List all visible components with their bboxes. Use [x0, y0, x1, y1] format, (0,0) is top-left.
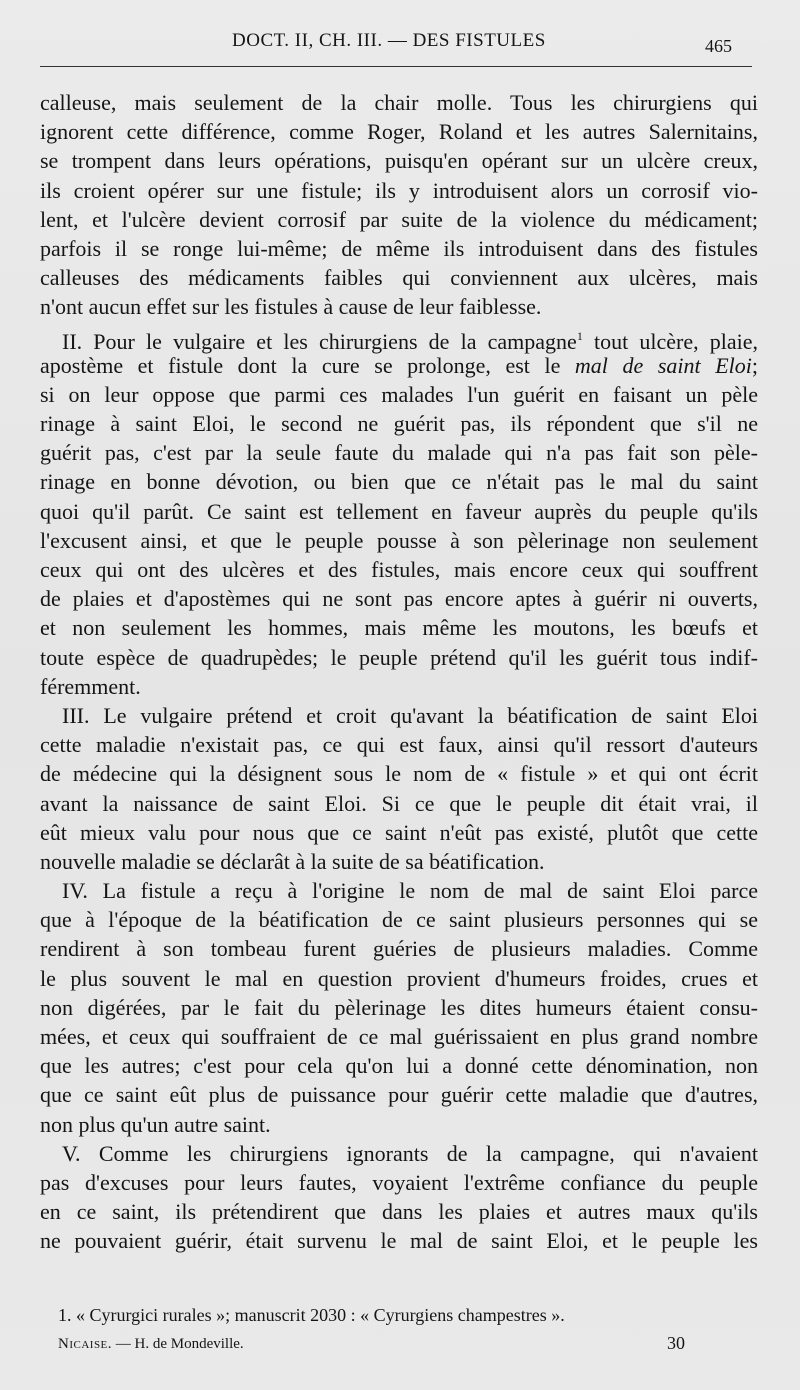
text-line: calleuses des médicaments faibles qui conviennent aux ulcères, mais	[40, 265, 758, 291]
page-footer	[58, 1336, 698, 1353]
text-line: toute espèce de quadrupèdes; le peuple prétend qu'il les guérit tous indif-	[40, 644, 758, 670]
text-line: nouvelle maladie se déclarât à la suite de sa béatification.	[40, 848, 545, 874]
text-line: ignorent cette différence, comme Roger, Roland et les autres Salernitains,	[40, 119, 758, 145]
paragraph-ii-start: II. Pour le vulgaire et les chirurgiens de la campagne	[62, 328, 577, 354]
text-line: que les autres; c'est pour cela qu'on lui a donné cette dénomination, non	[40, 1053, 758, 1079]
body-text	[40, 88, 758, 1256]
text-line: eût mieux valu pour nous que ce saint n'eût pas existé, plutôt que cette	[40, 819, 758, 845]
footer-separator: —	[115, 1336, 131, 1352]
text-line: en ce saint, ils prétendirent que dans les plaies et autres maux qu'ils	[40, 1199, 758, 1225]
text-line: pas d'excuses pour leurs fautes, voyaient l'extrême confiance du peuple	[40, 1169, 758, 1195]
text-line: le plus souvent le mal en question provient d'humeurs froides, crues et	[40, 965, 758, 991]
text-line: ils croient opérer sur une fistule; ils y introduisent alors un corrosif vio-	[40, 177, 758, 203]
text-line: V. Comme les chirurgiens ignorants de la campagne, qui n'avaient	[62, 1140, 758, 1166]
text-line: si on leur oppose que parmi ces malades l'un guérit en faisant un pèle	[40, 381, 758, 407]
text-segment: ;	[751, 352, 758, 378]
text-line	[40, 351, 758, 380]
footnote: 1. « Cyrurgici rurales »; manuscrit 2030 : « Cyrurgiens champestres ».	[58, 1305, 565, 1325]
text-line: non digérées, par le fait du pèlerinage les dites humeurs étaient consu-	[40, 994, 758, 1020]
running-head	[0, 22, 800, 62]
text-line: guérit pas, c'est par la seule faute du malade qui n'a pas fait son pèle-	[40, 440, 758, 466]
text-line: cette maladie n'existait pas, ce qui est faux, ainsi qu'il ressort d'auteurs	[40, 732, 758, 758]
text-line: avant la naissance de saint Eloi. Si ce que le peuple dit était vrai, il	[40, 790, 758, 816]
signature-mark: 30	[667, 1333, 685, 1353]
text-line: l'excusent ainsi, et que le peuple pousse à son pèlerinage non seulement	[40, 527, 758, 553]
footnote-marker: 1	[576, 328, 583, 343]
text-line: non plus qu'un autre saint.	[40, 1111, 271, 1137]
text-line: féremment.	[40, 673, 141, 699]
text-line: lent, et l'ulcère devient corrosif par suite de la violence du médicament;	[40, 206, 758, 232]
text-line: ceux qui ont des ulcères et des fistules, mais encore ceux qui souffrent	[40, 557, 758, 582]
text-line: mées, et ceux qui souffraient de ce mal guérissaient en plus grand nombre	[40, 1024, 758, 1049]
text-line: de médecine qui la désignent sous le nom de « fistule » et qui ont écrit	[40, 761, 758, 787]
footer-author: Nicaise.	[58, 1336, 113, 1352]
text-line: rinage en bonne dévotion, ou bien que ce n'était pas le mal du saint	[40, 469, 758, 495]
text-line: et non seulement les hommes, mais même les moutons, les bœufs et	[40, 615, 758, 641]
text-line: parfois il se ronge lui-même; de même ils introduisent dans des fistules	[40, 235, 758, 261]
text-line: III. Le vulgaire prétend et croit qu'avant la béatification de saint Eloi	[62, 702, 758, 728]
text-line: rendirent à son tombeau furent guéries de plusieurs maladies. Comme	[40, 936, 758, 962]
text-line: se trompent dans leurs opérations, puisqu'en opérant sur un ulcère creux,	[40, 148, 758, 174]
text-line: que à l'époque de la béatification de ce saint plusieurs personnes qui se	[40, 907, 758, 933]
text-line: quoi qu'il parût. Ce saint est tellement en faveur auprès du peuple qu'ils	[40, 498, 758, 524]
text-line: que ce saint eût plus de puissance pour guérir cette maladie que d'autres,	[40, 1082, 758, 1108]
footer-work: H. de Mondeville.	[134, 1336, 244, 1352]
italic-term: mal de saint Eloi	[574, 352, 752, 378]
text-line	[40, 322, 759, 354]
text-line: n'ont aucun effet sur les fistules à cause de leur faiblesse.	[40, 294, 542, 320]
paragraph-ii-continuation: tout ulcère, plaie,	[582, 328, 759, 354]
text-line: calleuse, mais seulement de la chair molle. Tous les chirurgiens qui	[40, 90, 758, 115]
text-line: de plaies et d'apostèmes qui ne sont pas encore aptes à guérir ni ouverts,	[40, 586, 758, 612]
text-segment: apostème et fistule dont la cure se prolonge, est le	[40, 352, 561, 378]
text-line: rinage à saint Eloi, le second ne guérit pas, ils répondent que s'il ne	[40, 411, 758, 437]
page-number: 465	[705, 36, 732, 56]
text-line: IV. La fistule a reçu à l'origine le nom de mal de saint Eloi parce	[62, 878, 758, 904]
header-rule	[40, 66, 752, 67]
running-title: DOCT. II, CH. III. — DES FISTULES	[232, 30, 546, 51]
text-line: ne pouvaient guérir, était survenu le mal de saint Eloi, et le peuple les	[40, 1228, 758, 1254]
